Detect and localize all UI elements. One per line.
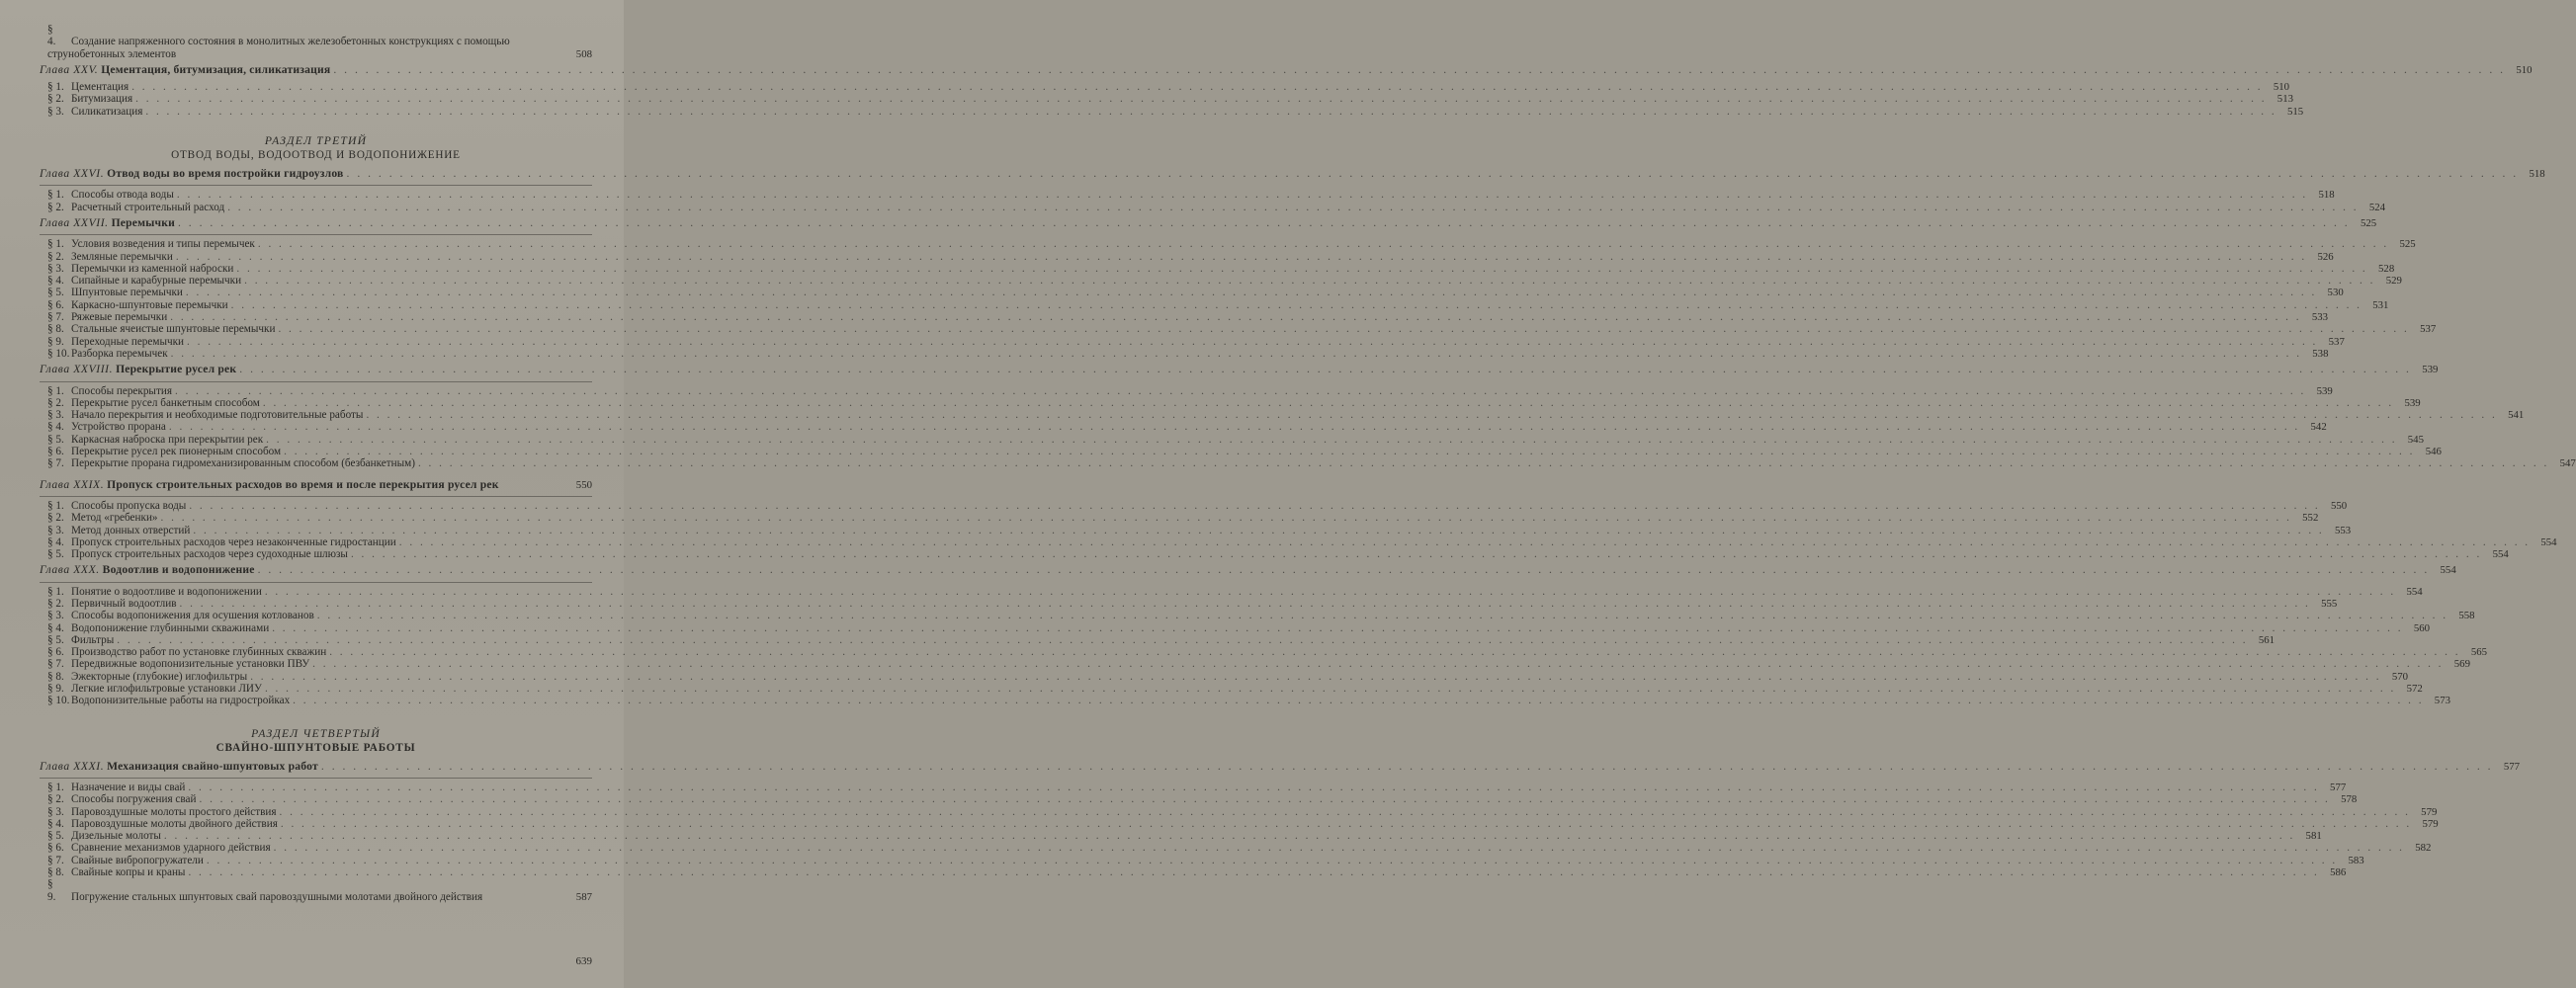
section-title: Легкие иглофильтровые установки ЛИУ — [71, 683, 262, 696]
section-number: § 5. — [47, 433, 64, 446]
section-page: 569 — [2453, 658, 2470, 671]
section-page: 587 — [575, 890, 592, 903]
toc-entry — [40, 548, 2509, 561]
section-number: § 3. — [47, 105, 64, 118]
chapter-label: Глава XXVII. — [40, 215, 109, 229]
section-number: § 6. — [47, 646, 64, 659]
section-page: 581 — [2305, 830, 2322, 843]
section-page: 539 — [2404, 396, 2421, 409]
section-page: 578 — [2341, 793, 2358, 806]
section-number: § 7. — [47, 311, 64, 324]
chapter-25 — [40, 62, 2533, 76]
section-page: 560 — [2413, 621, 2431, 634]
chapter-27 — [40, 215, 2377, 229]
section-page: 538 — [2312, 347, 2329, 360]
section-page: 577 — [2330, 781, 2347, 793]
chapter-title: Механизация свайно-шпунтовых работ — [107, 759, 318, 773]
section-title: Способы погружения свай — [71, 793, 197, 806]
toc-entry — [40, 597, 2338, 610]
section-number: § 3. — [47, 610, 64, 622]
section-title: Метод донных отверстий — [71, 524, 191, 536]
section-page: 531 — [2372, 298, 2389, 311]
section-number: § 9. — [47, 335, 64, 348]
section-number: § 4. — [47, 421, 64, 434]
toc-entry — [40, 781, 2347, 793]
chapter-title: Перемычки — [111, 215, 175, 229]
toc-entry — [40, 335, 2345, 348]
divider — [40, 582, 592, 583]
section-page: 526 — [2317, 250, 2334, 263]
section-page: 541 — [2508, 409, 2525, 422]
chapter-page: 525 — [2360, 216, 2377, 229]
section-number: § 4. — [47, 24, 56, 48]
section-page: 582 — [2415, 842, 2432, 855]
section-number: § 1. — [47, 781, 64, 793]
section-title: Шпунтовые перемычки — [71, 287, 183, 299]
section-page: 537 — [2328, 335, 2345, 348]
section-title: Погружение стальных шпунтовых свай паровоздушными молотами двойного действия — [71, 890, 483, 903]
chapter-27-items — [40, 238, 2437, 360]
section-title: Перекрытие прорана гидромеханизированным способом (безбанкетным) — [71, 457, 415, 470]
section-title: Эжекторные (глубокие) иглофильтры — [71, 670, 248, 683]
section-title: Передвижные водопонизительные установки ПВУ — [71, 658, 310, 671]
chapter-26 — [40, 167, 2545, 181]
section-page: 554 — [2406, 585, 2423, 598]
toc-entry — [40, 499, 2348, 512]
chapter-29-items — [40, 499, 2557, 561]
section-number: § 7. — [47, 658, 64, 671]
section-title: Цементация — [71, 81, 129, 94]
section-title: Битумизация — [71, 93, 133, 106]
section-number: § 2. — [47, 201, 64, 213]
section-page: 515 — [2286, 105, 2304, 118]
section-title: Ряжевые перемычки — [71, 311, 168, 324]
toc-entry — [40, 633, 2275, 646]
section-number: § 2. — [47, 793, 64, 806]
toc-entry — [40, 311, 2329, 324]
part-4-label: РАЗДЕЛ ЧЕТВЕРТЫЙ — [251, 726, 381, 740]
section-title: Сипайные и карабурные перемычки — [71, 275, 242, 288]
section-title: Фильтры — [71, 633, 115, 646]
section-page: 579 — [2422, 817, 2439, 830]
section-title: Способы отвода воды — [71, 189, 174, 202]
chapter-label: Глава XXV. — [40, 62, 99, 76]
toc-entry — [40, 105, 2304, 118]
chapter-page: 577 — [2503, 760, 2521, 773]
section-number: § 3. — [47, 524, 64, 536]
section-title: Понятие о водоотливе и водопонижении — [71, 585, 262, 598]
section-title: Водопонизительные работы на гидростройках — [71, 695, 291, 707]
chapter-label: Глава XXIX. — [40, 477, 105, 491]
toc-entry — [40, 189, 2335, 202]
section-title: Перемычки из каменной наброски — [71, 262, 234, 275]
chapter-page: 518 — [2529, 168, 2545, 181]
toc-entry — [40, 262, 2395, 275]
section-page: 525 — [2399, 238, 2416, 251]
section-number: § 6. — [47, 842, 64, 855]
section-title: Каркасная наброска при перекрытии рек — [71, 433, 264, 446]
section-number: § 6. — [47, 298, 64, 311]
section-number: § 8. — [47, 323, 64, 336]
chapter-title: Водоотлив и водопонижение — [102, 563, 255, 577]
section-page: 530 — [2327, 287, 2344, 299]
toc-entry — [40, 201, 2386, 213]
toc-entry — [40, 446, 2442, 458]
section-number: § 4. — [47, 535, 64, 548]
section-page: 518 — [2318, 189, 2335, 202]
toc-entry — [40, 793, 2358, 806]
section-number: § 4. — [47, 817, 64, 830]
section-number: § 3. — [47, 409, 64, 422]
section-number: § 2. — [47, 93, 64, 106]
toc-entry — [40, 384, 2333, 397]
section-title: Силикатизация — [71, 105, 143, 118]
section-number: § 1. — [47, 189, 64, 202]
section-page: 555 — [2321, 597, 2338, 610]
toc-entry — [40, 670, 2409, 683]
chapter-page: 510 — [2516, 63, 2533, 76]
toc-entry — [40, 683, 2423, 696]
section-title: Способы пропуска воды — [71, 499, 187, 512]
chapter-title: Перекрытие русел рек — [116, 363, 237, 376]
section-number: § 3. — [47, 262, 64, 275]
section-page: 558 — [2458, 610, 2475, 622]
section-number: § 1. — [47, 384, 64, 397]
section-number: § 10. — [47, 347, 70, 360]
section-number: § 1. — [47, 238, 64, 251]
section-number: § 5. — [47, 830, 64, 843]
section-page: 554 — [2540, 535, 2557, 548]
toc-entry — [40, 535, 2557, 548]
toc-entry — [40, 421, 2327, 434]
section-title: Способы перекрытия — [71, 384, 172, 397]
section-title: Производство работ по установке глубинных скважин — [71, 646, 327, 659]
section-title: Сравнение механизмов ударного действия — [71, 842, 271, 855]
section-number: § 5. — [47, 287, 64, 299]
toc-entry — [40, 24, 592, 60]
toc-entry — [40, 878, 592, 903]
divider — [40, 185, 592, 186]
toc-entry — [40, 275, 2402, 288]
chapter-title: Отвод воды во время постройки гидроузлов — [107, 167, 344, 181]
section-title: Земляные перемычки — [71, 250, 173, 263]
toc-entry — [40, 287, 2344, 299]
chapter-label: Глава XXVI. — [40, 167, 105, 181]
section-page: 537 — [2420, 323, 2437, 336]
part-4-title: СВАЙНО-ШПУНТОВЫЕ РАБОТЫ — [215, 741, 416, 754]
section-title: Устройство прорана — [71, 421, 166, 434]
section-page: 513 — [2276, 93, 2293, 106]
toc-entry — [40, 81, 2290, 94]
section-page: 553 — [2335, 524, 2352, 536]
section-title: Стальные ячеистые шпунтовые перемычки — [71, 323, 276, 336]
chapter-31-items — [40, 781, 2439, 903]
section-number: § 2. — [47, 250, 64, 263]
chapter-page: 539 — [2422, 364, 2439, 376]
section-number: § 6. — [47, 446, 64, 458]
chapter-label: Глава XXXI. — [40, 759, 105, 773]
section-title: Способы водопонижения для осушения котлованов — [71, 610, 314, 622]
section-page: 554 — [2492, 548, 2509, 561]
chapter-26-items — [40, 189, 2386, 213]
section-title: Паровоздушные молоты двойного действия — [71, 817, 278, 830]
section-title: Свайные копры и краны — [71, 866, 186, 879]
section-page: 552 — [2302, 512, 2319, 525]
section-title: Начало перекрытия и необходимые подготовительные работы — [71, 409, 364, 422]
toc-entry — [40, 646, 2488, 659]
toc-entry — [40, 93, 2293, 106]
section-number: § 1. — [47, 585, 64, 598]
section-number: § 3. — [47, 805, 64, 818]
chapter-30 — [40, 563, 2456, 577]
section-number: § 4. — [47, 621, 64, 634]
section-title: Переходные перемычки — [71, 335, 185, 348]
section-number: § 8. — [47, 670, 64, 683]
chapter-label: Глава XXVIII. — [40, 363, 114, 376]
divider — [40, 778, 592, 779]
toc-entry — [40, 854, 2364, 866]
section-page: 579 — [2421, 805, 2438, 818]
chapter-page: 550 — [575, 478, 592, 491]
toc-entry — [40, 250, 2334, 263]
toc-entry — [40, 695, 2450, 707]
section-number: § 9. — [47, 683, 64, 696]
section-title: Паровоздушные молоты простого действия — [71, 805, 277, 818]
section-page: 529 — [2385, 275, 2402, 288]
toc-entry — [40, 830, 2322, 843]
section-title: Перекрытие русел рек пионерным способом — [71, 446, 282, 458]
section-page: 542 — [2310, 421, 2327, 434]
chapter-25-items — [40, 81, 2304, 118]
part-3-label: РАЗДЕЛ ТРЕТИЙ — [264, 134, 368, 148]
toc-entry — [40, 524, 2352, 536]
chapter-31 — [40, 759, 2521, 773]
section-number: § 8. — [47, 866, 64, 879]
section-page: 547 — [2559, 457, 2576, 470]
section-page: 565 — [2470, 646, 2488, 659]
chapter-label: Глава XXX. — [40, 563, 100, 577]
section-title: Пропуск строительных расходов через судоходные шлюзы — [71, 548, 348, 561]
toc-entry — [40, 805, 2438, 818]
section-page: 545 — [2407, 433, 2424, 446]
section-title: Дизельные молоты — [71, 830, 161, 843]
section-page: 561 — [2258, 633, 2275, 646]
toc-entry — [40, 866, 2347, 879]
toc-section-top — [40, 24, 592, 60]
section-page: 508 — [575, 47, 592, 60]
section-title: Водопонижение глубинными скважинами — [71, 621, 270, 634]
section-page: 546 — [2425, 446, 2442, 458]
section-page: 572 — [2406, 683, 2423, 696]
divider — [40, 496, 592, 497]
section-number: § 1. — [47, 499, 64, 512]
section-number: § 1. — [47, 81, 64, 94]
section-number: § 7. — [47, 457, 64, 470]
chapter-30-items — [40, 585, 2488, 707]
section-page: 533 — [2311, 311, 2329, 324]
section-number: § 5. — [47, 548, 64, 561]
chapter-29 — [40, 479, 592, 491]
section-page: 583 — [2348, 854, 2364, 866]
section-title: Перекрытие русел банкетным способом — [71, 396, 260, 409]
section-number: § 2. — [47, 512, 64, 525]
divider — [40, 234, 592, 235]
toc-entry — [40, 347, 2329, 360]
section-number: § 2. — [47, 396, 64, 409]
page-number: 639 — [575, 955, 592, 967]
divider — [40, 381, 592, 382]
toc-entry — [40, 238, 2416, 251]
section-page: 528 — [2378, 262, 2395, 275]
toc-entry — [40, 396, 2421, 409]
section-title: Разборка перемычек — [71, 347, 168, 360]
section-page: 573 — [2434, 695, 2450, 707]
section-title: Свайные вибропогружатели — [71, 854, 204, 866]
toc-entry — [40, 842, 2432, 855]
section-page: 539 — [2316, 384, 2333, 397]
section-title: Создание напряженного состояния в монолитных железобетонных конструкциях с помощью струнобетонных элементов — [47, 36, 510, 60]
chapter-page: 554 — [2440, 564, 2456, 577]
section-number: § 4. — [47, 275, 64, 288]
toc-entry — [40, 621, 2431, 634]
section-title: Условия возведения и типы перемычек — [71, 238, 255, 251]
chapter-title: Цементация, битумизация, силикатизация — [101, 62, 331, 76]
toc-entry — [40, 585, 2423, 598]
toc-entry — [40, 457, 2576, 470]
section-number: § 5. — [47, 633, 64, 646]
section-page: 550 — [2330, 499, 2348, 512]
section-title: Расчетный строительный расход — [71, 201, 225, 213]
section-number: § 2. — [47, 597, 64, 610]
section-number: § 9. — [47, 878, 56, 903]
section-page: 510 — [2273, 81, 2290, 94]
section-title: Пропуск строительных расходов через незаконченные гидростанции — [71, 535, 396, 548]
section-title: Назначение и виды свай — [71, 781, 186, 793]
section-page: 586 — [2330, 866, 2347, 879]
section-page: 524 — [2368, 201, 2386, 213]
toc-entry — [40, 409, 2525, 422]
chapter-title: Пропуск строительных расходов во время и после перекрытия русел рек — [107, 477, 499, 491]
section-title: Каркасно-шпунтовые перемычки — [71, 298, 228, 311]
toc-entry — [40, 433, 2424, 446]
toc-entry — [40, 323, 2437, 336]
toc-entry — [40, 610, 2475, 622]
toc-entry — [40, 817, 2439, 830]
chapter-28 — [40, 363, 2439, 376]
section-title: Первичный водоотлив — [71, 597, 177, 610]
section-number: § 7. — [47, 854, 64, 866]
section-title: Метод «гребенки» — [71, 512, 158, 525]
part-3-title: ОТВОД ВОДЫ, ВОДООТВОД И ВОДОПОНИЖЕНИЕ — [171, 149, 461, 162]
section-page: 570 — [2391, 670, 2409, 683]
toc-entry — [40, 298, 2389, 311]
toc-entry — [40, 658, 2470, 671]
section-number: § 10. — [47, 695, 70, 707]
toc-entry — [40, 512, 2319, 525]
chapter-28-items — [40, 384, 2576, 470]
